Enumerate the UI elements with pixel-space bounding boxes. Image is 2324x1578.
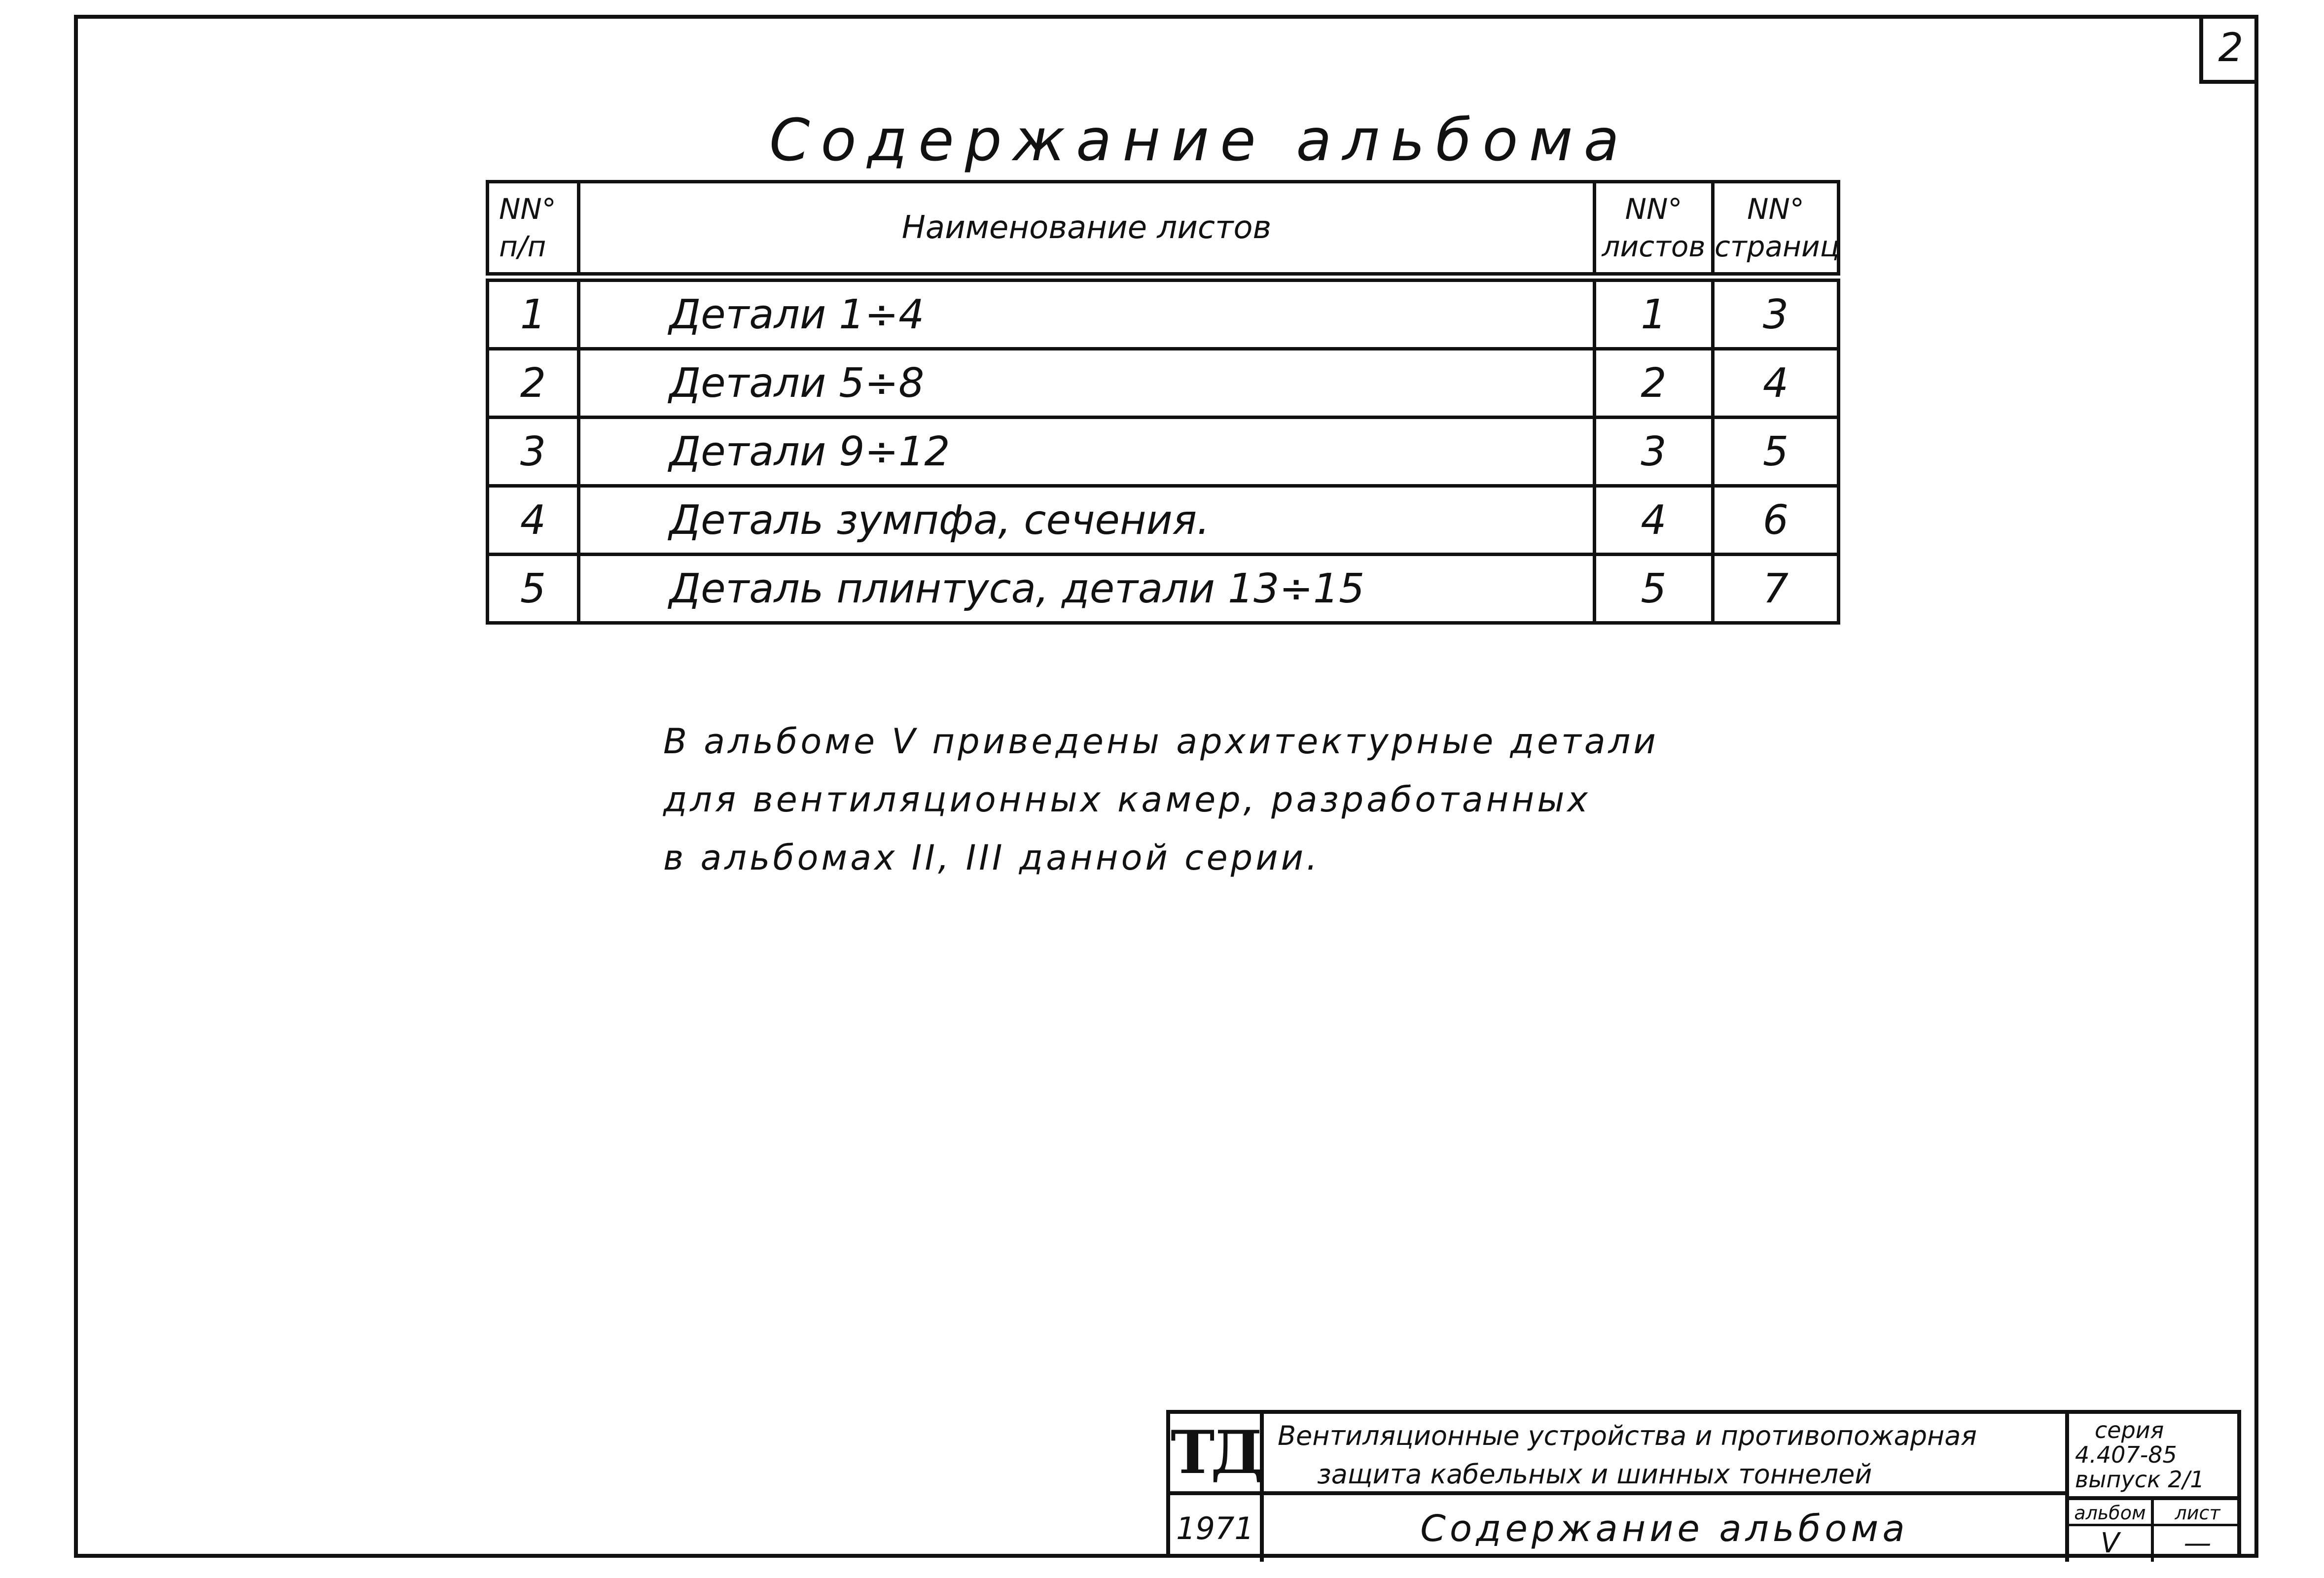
header-page-line1: NN° <box>1747 192 1804 226</box>
header-sheet-line2: листов <box>1602 230 1706 263</box>
row-sheet: 2 <box>1595 349 1713 418</box>
issue-value: выпуск 2/1 <box>2075 1466 2205 1493</box>
note-line-2: для вентиляционных камер, разработанных <box>663 779 1591 820</box>
row-name: Детали 5÷8 <box>579 349 1595 418</box>
header-sheet-line1: NN° <box>1625 192 1682 226</box>
organization-logo: ТД <box>1170 1414 1264 1495</box>
table-row <box>488 486 1839 555</box>
row-index: 1 <box>488 277 579 349</box>
table-row <box>488 349 1839 418</box>
row-name: Деталь плинтуса, детали 13÷15 <box>579 555 1595 623</box>
row-page: 3 <box>1713 277 1839 349</box>
row-sheet: 1 <box>1595 277 1713 349</box>
project-title-line1: Вентиляционные устройства и противопожарная <box>1278 1420 1977 1451</box>
sheet-cell <box>2154 1500 2241 1562</box>
table-row <box>488 555 1839 623</box>
header-page-line2: страниц <box>1715 230 1840 263</box>
row-index: 4 <box>488 486 579 555</box>
series-cell <box>2065 1414 2241 1500</box>
year-cell: 1971 <box>1170 1495 1264 1562</box>
note-line-3: в альбомах II, III данной серии. <box>663 838 1321 878</box>
row-page: 4 <box>1713 349 1839 418</box>
album-value: V <box>2100 1527 2120 1559</box>
table-row <box>488 277 1839 349</box>
title-block <box>1166 1410 2241 1558</box>
table-header-row <box>488 182 1839 278</box>
row-name: Детали 9÷12 <box>579 418 1595 486</box>
row-index: 5 <box>488 555 579 623</box>
project-title <box>1264 1414 2065 1495</box>
row-page: 5 <box>1713 418 1839 486</box>
note-line-1: В альбоме V приведены архитектурные детали <box>663 721 1659 762</box>
header-name: Наименование листов <box>579 182 1595 278</box>
project-title-line2: защита кабельных и шинных тоннелей <box>1317 1459 1872 1490</box>
header-sheet <box>1595 182 1713 278</box>
row-sheet: 3 <box>1595 418 1713 486</box>
header-index <box>488 182 579 278</box>
row-name: Детали 1÷4 <box>579 277 1595 349</box>
sheet-value: — <box>2183 1527 2212 1559</box>
page-title: Содержание альбома <box>769 106 1630 174</box>
header-index-line2: п/п <box>499 230 546 263</box>
series-label: серия <box>2095 1417 2164 1443</box>
document-title: Содержание альбома <box>1420 1507 1909 1550</box>
sheet-label: лист <box>2154 1500 2241 1526</box>
row-page: 6 <box>1713 486 1839 555</box>
album-label: альбом <box>2069 1500 2151 1526</box>
album-note <box>663 712 1659 887</box>
sheet-number: 2 <box>2199 15 2258 84</box>
contents-table <box>486 180 1840 625</box>
row-sheet: 5 <box>1595 555 1713 623</box>
header-page <box>1713 182 1839 278</box>
album-cell <box>2065 1500 2154 1562</box>
table-row <box>488 418 1839 486</box>
header-index-line1: NN° <box>499 192 556 226</box>
row-page: 7 <box>1713 555 1839 623</box>
row-index: 3 <box>488 418 579 486</box>
series-value: 4.407-85 <box>2075 1441 2177 1468</box>
row-index: 2 <box>488 349 579 418</box>
row-sheet: 4 <box>1595 486 1713 555</box>
row-name: Деталь зумпфа, сечения. <box>579 486 1595 555</box>
